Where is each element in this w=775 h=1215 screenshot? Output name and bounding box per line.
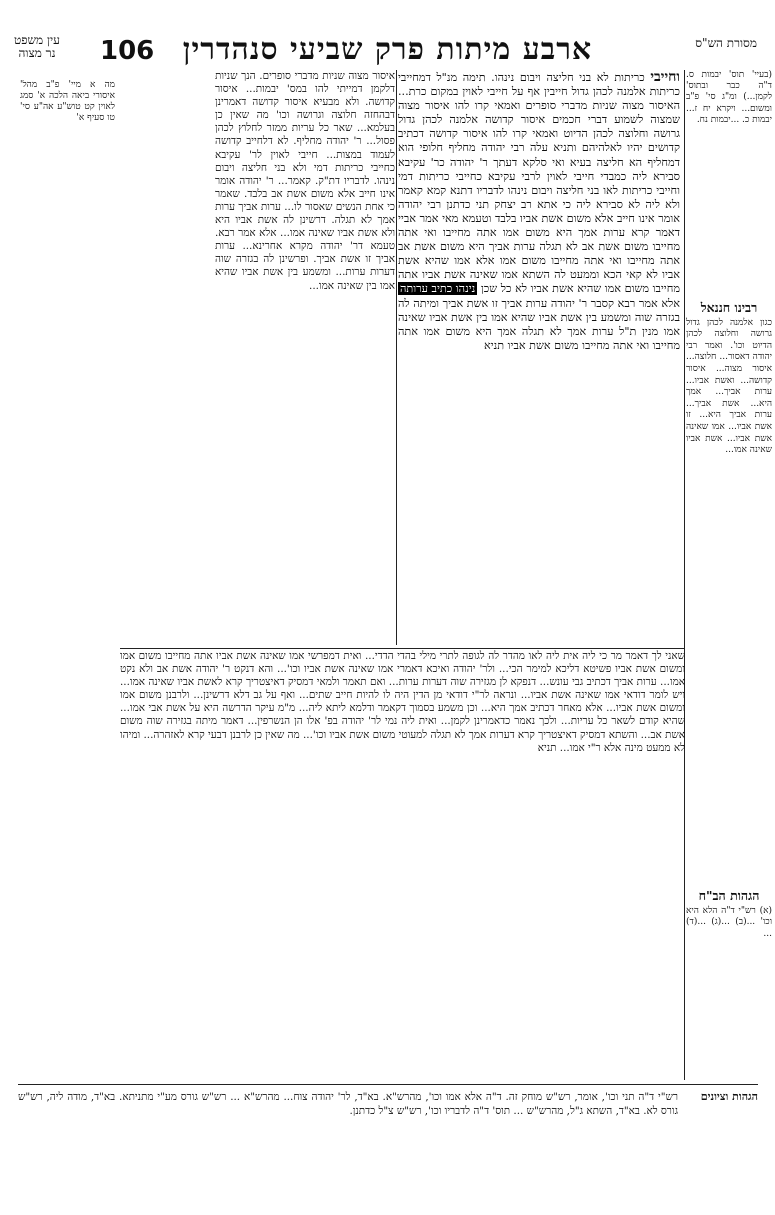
page-title: ארבע מיתות פרק שביעי סנהדרין	[182, 32, 593, 67]
gemara-text: כריתות לא בני חליצה ויבום נינהו. תימה מנ"ל דמחייבי כריתות אלמנה לכהן גדול חייבין אף על חייבי לאוין במקום כרת... האיסור מצוה שניות מדברי סופרים ואמאי קרו להו איסור מצוה שמצוה לשמוע דברי חכמים איסור קדושה אלמנה לכהן גדול גרושה וחלוצה לכהן הדיוט ואמאי קרו להו איסור קדושה דכתיב קדושים יהיו לאלהיהם ותניא עלה רבי יהודה מחליף חלופי הוא דמחליף הא חליצה בעיא ואי סלקא דעתך ר' יהודה כר' עקיבא סבירא ליה כמבדי חייבי לאוין לרבי עקיבא כחייבי כריתות דמי וחייבי כריתות לאו בני חליצה ויבום נינהו לדבריו דתנא קמא קאמר ולא ליה לא סבירא ליה כי אתא רב יצחק תני כדתנן רבי יהודה אומר אינו חייב אלא משום אשת אביו בלבד וטעמא מאי אמר אביי דאמר קרא ערות אמך היא משום אמו אתה מחייבו ואי אתה מחייבו משום אשת אב לא תגלה ערות אביך היא משום אשת אב אתה מחייבו ואי אתה מחייבו משום אמו אלא אמו שהיא אשת אביו לא קאי הכא וממעט לה השתא אמו שאינה אשת אביו אתה מחייבו משום אמו שהיא אשת אביו לא כל שכן	[398, 71, 680, 296]
footer-label: הגהות וציונים	[700, 1090, 758, 1103]
tosafot-text: שאני לך דאמר מר כי ליה אית ליה לאו מהדר לה לגופה לתרי מילי בהדי הדדי... ואית דמפרשי אמו שאינה אשת אביו אתה מחייבו משום אמו ומשום אשת אביו פשיטא דליכא למימר הכי... ולר' יהודה ואיכא דאמרי אמו שאינה אשת אביו וכו'... והא דנקט ר' יהודה אשת אב ולא נקט אמו... ערות אביך דכתיב גבי עונש... דנפקא לן מגזירה שוה דערות ערות... ואם תאמר ולמאי דמסיק דאיצטריך קרא לאשת אביו שאינה אמו... ויש לומר דודאי אמו שאינה אשת אביו... ונראה לר"י דודאי מן הדין היה לו להיות חייב שתים... ואף על גב דלא דרשינן... ולרבנן משום אמו ומשום אשת אביו... אלא מאחר דכתיב אמך היא... וכן משמע בסמוך דקאמר ודלמא ליתא ליה... מ"מ עיקר הדרשה היא על אשת אבי אמו... שהיא קודם לשאר כל עריות... ולכך נאמר כדאמרינן לקמן... ואית ליה נמי לר' יהודה בפ' אלו הן הנשרפין... דאמר מיתה בגזירה שוה משום אשת אב... והשתא דמסיק דאיצטריך קרא דערות אמך לא תגלה למעוטי משום אשת אביו וכו'... מה שאין כן לרבנן דבעי קרא לאזהרה... ומיהו לא ממעט מינה אלא ר"י אמו... תניא	[120, 650, 685, 754]
margin-notes-text: (בעיי' תוס' יבמות ס. ד"ה כבר ובתוס' לקמן...) ומ"ג סי' פ"ב ומשום... ויקרא יח ז... יבמות כ. ...יבמות נח.	[686, 70, 772, 125]
rashi-column	[215, 70, 395, 645]
rabbenu-chananel-label: רבינו חננאל	[700, 300, 758, 315]
gemara-text-continued: אלא אמר רבא קסבר ר' יהודה ערות אביך זו אשת אביך ומיתה לה בגזרה שוה ומשמע בין אשת אביו שהיא אמו בין אשת אביו שאינה אמו מנין ת"ל ערות אמך לא תגלה אמך היא משום אמו אתה מחייבו ואי אתה מחייבו משום אשת אביו תניא	[398, 296, 680, 352]
gemara-opening-word: וחייבי	[650, 70, 680, 85]
column-divider	[396, 70, 397, 645]
footer-notes	[18, 1090, 758, 1150]
hagahot-bach-column	[686, 888, 772, 1078]
rabbenu-chananel-text: כגון אלמנה לכהן גדול גרושה וחלוצה לכהן הדיוט וכו'. ואמר רבי יהודה דאסור... חלוצה... איסור מצוה... איסור קדושה... ואשת אביו... ערות אביך... אמך היא... אשת אביך... ערות אביך היא... זו אשת אביו... אמו שאינה אשת אביו... אשת אביו שאינה אמו...	[686, 317, 772, 456]
mesorat-hashas-label: מסורת הש"ס	[695, 36, 757, 50]
tosafot-column	[120, 650, 685, 1080]
ein-mishpat-label: עין משפט נר מצוה	[14, 33, 60, 60]
rabbenu-chananel-column	[686, 300, 772, 875]
gemara-body	[398, 70, 680, 353]
margin-notes-column	[686, 70, 772, 290]
gemara-column	[398, 70, 680, 645]
hagahot-bach-text: (א) רש"י ד"ה הלא היא וכו' ...(ב) ...(ג) ...(ד) ...	[686, 905, 772, 939]
rashi-text: איסור מצוה שניות מדברי סופרים. הנך שניות דלקמן דמייתי להו במס' יבמות... איסור קדושה. ולא מבעיא איסור קדושה דאמרינן דבהחזה חלוצה וגרושה וכו' מה שאין כן בעלמא... שאר כל עריות ממזר לחלוץ לכהן פסול... ר' יהודה מחליף. לא דלחייב קדושה לעמוד במצות... חייבי לאוין לר' עקיבא כחייבי כריתות דמי ולא בני חליצה ויבום נינהו. לדבריו דת"ק. קאמר... ר' יהודה אומר אינו חייב אלא משום אשת אב בלבד. שאמר כי אחת הנשים שאסור לו... ערות אביך ערות אמך לא תגלה. דרשינן לה אשת אביו היא ולא אשת אביו שאינה אמו... אלא אמר רבא. טעמא דר' יהודה מקרא אחרינא... ערות אביך זו אשת אביך. ופרשינן לה בגזרה שוה דערות ערות... ומשמע בין אשת אביו שהיא אמו בין שאינה אמו...	[215, 70, 395, 292]
ein-mishpat-text: מה א מיי' פ"ב מהל' איסורי ביאה הלכה א' סמג לאוין קט טוש"ע אה"ע סי' טו סעיף א'	[20, 80, 115, 123]
footer-divider	[18, 1084, 758, 1085]
ein-mishpat-column	[20, 80, 115, 200]
page-header	[0, 30, 775, 70]
page-number: 106	[100, 36, 155, 66]
footer-text: רש"י ד"ה תני וכו', אומר, רש"ש מוחק זה. ד"ה אלא אמו וכו', מהרש"א. בא"ד, לר' יהודה צוח... מהרש"א ... רש"ש גורס מע"י מתניתא. בא"ד, מודה ליה, רש"ש גורס לא. בא"ד, השתא ג"ל, מהרש"ש ... תוס' ד"ה לדבריו וכו', רש"ש צ"ל כדתנן.	[18, 1091, 678, 1117]
section-divider	[120, 648, 685, 649]
hagahot-bach-label: הגהות הב"ח	[698, 888, 760, 903]
highlighted-phrase: נינהו כתיב ערותה	[400, 282, 476, 296]
